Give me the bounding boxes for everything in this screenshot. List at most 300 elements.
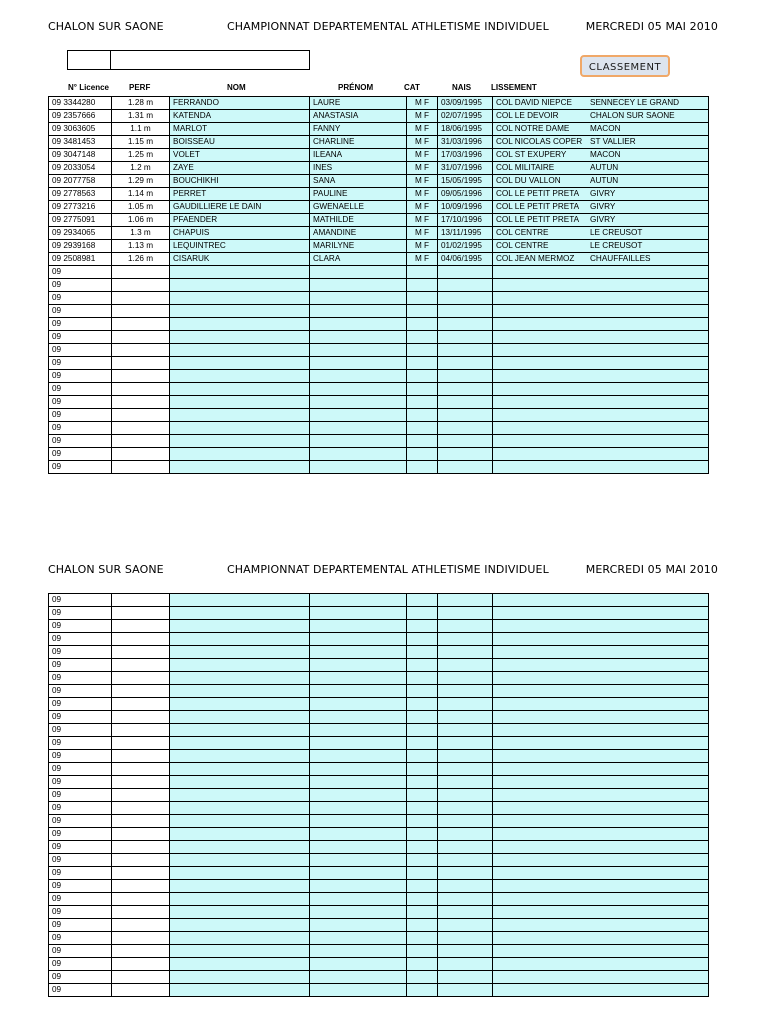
perf-cell[interactable] <box>112 802 170 815</box>
perf-cell[interactable] <box>112 435 170 448</box>
nom-cell[interactable] <box>170 620 310 633</box>
etablissement-cell[interactable] <box>493 828 709 841</box>
licence-cell[interactable]: 09 2778563 <box>49 188 112 201</box>
prenom-cell[interactable]: MATHILDE <box>310 214 407 227</box>
prenom-cell[interactable]: ANASTASIA <box>310 110 407 123</box>
etablissement-cell[interactable] <box>493 331 709 344</box>
perf-cell[interactable] <box>112 841 170 854</box>
nom-cell[interactable] <box>170 971 310 984</box>
nais-cell[interactable] <box>438 620 493 633</box>
nom-cell[interactable] <box>170 422 310 435</box>
perf-cell[interactable]: 1.28 m <box>112 97 170 110</box>
nais-cell[interactable] <box>438 594 493 607</box>
cat-cell[interactable]: M F <box>407 162 438 175</box>
perf-cell[interactable]: 1.13 m <box>112 240 170 253</box>
nom-cell[interactable] <box>170 370 310 383</box>
prenom-cell[interactable] <box>310 841 407 854</box>
entry-box[interactable] <box>67 50 310 70</box>
nom-cell[interactable] <box>170 607 310 620</box>
licence-cell[interactable]: 09 <box>49 633 112 646</box>
etablissement-cell[interactable] <box>493 815 709 828</box>
nais-cell[interactable] <box>438 867 493 880</box>
prenom-cell[interactable]: MARILYNE <box>310 240 407 253</box>
nom-cell[interactable]: CISARUK <box>170 253 310 266</box>
licence-cell[interactable]: 09 <box>49 672 112 685</box>
prenom-cell[interactable] <box>310 594 407 607</box>
licence-cell[interactable]: 09 2357666 <box>49 110 112 123</box>
prenom-cell[interactable] <box>310 906 407 919</box>
nais-cell[interactable] <box>438 357 493 370</box>
etablissement-cell[interactable] <box>493 659 709 672</box>
licence-cell[interactable]: 09 <box>49 828 112 841</box>
nais-cell[interactable] <box>438 906 493 919</box>
nom-cell[interactable] <box>170 893 310 906</box>
etablissement-cell[interactable] <box>493 763 709 776</box>
prenom-cell[interactable] <box>310 724 407 737</box>
nom-cell[interactable] <box>170 633 310 646</box>
nais-cell[interactable] <box>438 919 493 932</box>
perf-cell[interactable] <box>112 984 170 997</box>
etablissement-cell[interactable] <box>493 422 709 435</box>
prenom-cell[interactable] <box>310 422 407 435</box>
cat-cell[interactable] <box>407 594 438 607</box>
cat-cell[interactable] <box>407 698 438 711</box>
nais-cell[interactable]: 03/09/1995 <box>438 97 493 110</box>
cat-cell[interactable] <box>407 815 438 828</box>
licence-cell[interactable]: 09 <box>49 750 112 763</box>
etablissement-cell[interactable] <box>493 383 709 396</box>
perf-cell[interactable] <box>112 776 170 789</box>
etablissement-cell[interactable] <box>493 227 709 240</box>
prenom-cell[interactable] <box>310 633 407 646</box>
nom-cell[interactable] <box>170 724 310 737</box>
nom-cell[interactable] <box>170 698 310 711</box>
cat-cell[interactable] <box>407 919 438 932</box>
nom-cell[interactable] <box>170 266 310 279</box>
cat-cell[interactable] <box>407 448 438 461</box>
classement-button[interactable]: CLASSEMENT <box>580 55 670 77</box>
nom-cell[interactable]: BOUCHIKHI <box>170 175 310 188</box>
prenom-cell[interactable] <box>310 711 407 724</box>
etablissement-cell[interactable] <box>493 149 709 162</box>
prenom-cell[interactable] <box>310 607 407 620</box>
nais-cell[interactable] <box>438 698 493 711</box>
cat-cell[interactable] <box>407 776 438 789</box>
licence-cell[interactable]: 09 3481453 <box>49 136 112 149</box>
etablissement-cell[interactable] <box>493 711 709 724</box>
licence-cell[interactable]: 09 <box>49 396 112 409</box>
perf-cell[interactable] <box>112 279 170 292</box>
prenom-cell[interactable] <box>310 344 407 357</box>
nom-cell[interactable]: FERRANDO <box>170 97 310 110</box>
perf-cell[interactable] <box>112 633 170 646</box>
etablissement-cell[interactable] <box>493 984 709 997</box>
nom-cell[interactable] <box>170 854 310 867</box>
etablissement-cell[interactable] <box>493 214 709 227</box>
nom-cell[interactable] <box>170 750 310 763</box>
perf-cell[interactable] <box>112 409 170 422</box>
etablissement-cell[interactable] <box>493 633 709 646</box>
cat-cell[interactable] <box>407 279 438 292</box>
perf-cell[interactable]: 1.31 m <box>112 110 170 123</box>
etablissement-cell[interactable] <box>493 607 709 620</box>
licence-cell[interactable]: 09 <box>49 318 112 331</box>
prenom-cell[interactable] <box>310 383 407 396</box>
etablissement-cell[interactable] <box>493 292 709 305</box>
cat-cell[interactable] <box>407 724 438 737</box>
prenom-cell[interactable] <box>310 958 407 971</box>
perf-cell[interactable] <box>112 854 170 867</box>
nais-cell[interactable] <box>438 750 493 763</box>
etablissement-cell[interactable] <box>493 344 709 357</box>
cat-cell[interactable]: M F <box>407 188 438 201</box>
etablissement-cell[interactable] <box>493 750 709 763</box>
prenom-cell[interactable] <box>310 266 407 279</box>
licence-cell[interactable]: 09 <box>49 305 112 318</box>
etablissement-cell[interactable] <box>493 919 709 932</box>
etablissement-cell[interactable] <box>493 279 709 292</box>
etablissement-cell[interactable] <box>493 370 709 383</box>
perf-cell[interactable] <box>112 724 170 737</box>
nom-cell[interactable]: PERRET <box>170 188 310 201</box>
perf-cell[interactable]: 1.26 m <box>112 253 170 266</box>
cat-cell[interactable] <box>407 396 438 409</box>
perf-cell[interactable]: 1.2 m <box>112 162 170 175</box>
cat-cell[interactable]: M F <box>407 253 438 266</box>
prenom-cell[interactable] <box>310 461 407 474</box>
etablissement-cell[interactable] <box>493 266 709 279</box>
nom-cell[interactable] <box>170 828 310 841</box>
cat-cell[interactable] <box>407 383 438 396</box>
licence-cell[interactable]: 09 <box>49 841 112 854</box>
nom-cell[interactable]: VOLET <box>170 149 310 162</box>
perf-cell[interactable] <box>112 292 170 305</box>
etablissement-cell[interactable] <box>493 305 709 318</box>
perf-cell[interactable] <box>112 711 170 724</box>
etablissement-cell[interactable] <box>493 867 709 880</box>
prenom-cell[interactable]: CLARA <box>310 253 407 266</box>
prenom-cell[interactable] <box>310 292 407 305</box>
licence-cell[interactable]: 09 <box>49 620 112 633</box>
etablissement-cell[interactable] <box>493 906 709 919</box>
etablissement-cell[interactable] <box>493 594 709 607</box>
licence-cell[interactable]: 09 <box>49 607 112 620</box>
perf-cell[interactable]: 1.25 m <box>112 149 170 162</box>
licence-cell[interactable]: 09 <box>49 776 112 789</box>
etablissement-cell[interactable] <box>493 971 709 984</box>
licence-cell[interactable]: 09 <box>49 867 112 880</box>
licence-cell[interactable]: 09 3344280 <box>49 97 112 110</box>
nais-cell[interactable] <box>438 802 493 815</box>
perf-cell[interactable] <box>112 893 170 906</box>
cat-cell[interactable]: M F <box>407 214 438 227</box>
nom-cell[interactable] <box>170 331 310 344</box>
prenom-cell[interactable] <box>310 318 407 331</box>
prenom-cell[interactable]: GWENAELLE <box>310 201 407 214</box>
nais-cell[interactable]: 10/09/1996 <box>438 201 493 214</box>
prenom-cell[interactable] <box>310 435 407 448</box>
perf-cell[interactable] <box>112 828 170 841</box>
prenom-cell[interactable] <box>310 279 407 292</box>
perf-cell[interactable]: 1.15 m <box>112 136 170 149</box>
perf-cell[interactable] <box>112 396 170 409</box>
cat-cell[interactable]: M F <box>407 175 438 188</box>
nom-cell[interactable] <box>170 867 310 880</box>
nom-cell[interactable] <box>170 672 310 685</box>
licence-cell[interactable]: 09 <box>49 724 112 737</box>
nais-cell[interactable] <box>438 737 493 750</box>
prenom-cell[interactable] <box>310 776 407 789</box>
perf-cell[interactable] <box>112 971 170 984</box>
cat-cell[interactable] <box>407 422 438 435</box>
prenom-cell[interactable]: ILEANA <box>310 149 407 162</box>
perf-cell[interactable]: 1.29 m <box>112 175 170 188</box>
perf-cell[interactable] <box>112 370 170 383</box>
etablissement-cell[interactable] <box>493 945 709 958</box>
cat-cell[interactable] <box>407 828 438 841</box>
etablissement-cell[interactable] <box>493 737 709 750</box>
prenom-cell[interactable] <box>310 893 407 906</box>
licence-cell[interactable]: 09 <box>49 357 112 370</box>
prenom-cell[interactable] <box>310 802 407 815</box>
nais-cell[interactable] <box>438 659 493 672</box>
prenom-cell[interactable] <box>310 331 407 344</box>
prenom-cell[interactable]: SANA <box>310 175 407 188</box>
prenom-cell[interactable] <box>310 685 407 698</box>
cat-cell[interactable] <box>407 370 438 383</box>
prenom-cell[interactable] <box>310 305 407 318</box>
licence-cell[interactable]: 09 <box>49 685 112 698</box>
nais-cell[interactable] <box>438 344 493 357</box>
prenom-cell[interactable] <box>310 672 407 685</box>
nom-cell[interactable] <box>170 357 310 370</box>
perf-cell[interactable]: 1.14 m <box>112 188 170 201</box>
cat-cell[interactable]: M F <box>407 149 438 162</box>
licence-cell[interactable]: 09 <box>49 698 112 711</box>
cat-cell[interactable]: M F <box>407 136 438 149</box>
etablissement-cell[interactable] <box>493 789 709 802</box>
perf-cell[interactable] <box>112 461 170 474</box>
perf-cell[interactable] <box>112 867 170 880</box>
licence-cell[interactable]: 09 <box>49 266 112 279</box>
cat-cell[interactable] <box>407 945 438 958</box>
perf-cell[interactable] <box>112 344 170 357</box>
licence-cell[interactable]: 09 <box>49 370 112 383</box>
nais-cell[interactable]: 13/11/1995 <box>438 227 493 240</box>
nais-cell[interactable]: 02/07/1995 <box>438 110 493 123</box>
prenom-cell[interactable] <box>310 984 407 997</box>
etablissement-cell[interactable] <box>493 880 709 893</box>
prenom-cell[interactable] <box>310 698 407 711</box>
perf-cell[interactable] <box>112 357 170 370</box>
etablissement-cell[interactable] <box>493 97 709 110</box>
cat-cell[interactable] <box>407 763 438 776</box>
nom-cell[interactable] <box>170 802 310 815</box>
perf-cell[interactable] <box>112 685 170 698</box>
nais-cell[interactable] <box>438 279 493 292</box>
nais-cell[interactable] <box>438 331 493 344</box>
cat-cell[interactable] <box>407 750 438 763</box>
nais-cell[interactable] <box>438 422 493 435</box>
perf-cell[interactable] <box>112 815 170 828</box>
prenom-cell[interactable] <box>310 409 407 422</box>
nais-cell[interactable] <box>438 292 493 305</box>
etablissement-cell[interactable] <box>493 253 709 266</box>
prenom-cell[interactable] <box>310 646 407 659</box>
licence-cell[interactable]: 09 2033054 <box>49 162 112 175</box>
nais-cell[interactable] <box>438 370 493 383</box>
nais-cell[interactable]: 31/07/1996 <box>438 162 493 175</box>
etablissement-cell[interactable] <box>493 672 709 685</box>
cat-cell[interactable] <box>407 646 438 659</box>
nom-cell[interactable] <box>170 789 310 802</box>
cat-cell[interactable] <box>407 266 438 279</box>
licence-cell[interactable]: 09 <box>49 344 112 357</box>
etablissement-cell[interactable] <box>493 646 709 659</box>
perf-cell[interactable] <box>112 945 170 958</box>
prenom-cell[interactable]: AMANDINE <box>310 227 407 240</box>
licence-cell[interactable]: 09 <box>49 789 112 802</box>
nom-cell[interactable]: ZAYE <box>170 162 310 175</box>
etablissement-cell[interactable] <box>493 396 709 409</box>
nais-cell[interactable] <box>438 711 493 724</box>
nais-cell[interactable] <box>438 776 493 789</box>
licence-cell[interactable]: 09 <box>49 409 112 422</box>
nais-cell[interactable] <box>438 672 493 685</box>
nais-cell[interactable]: 15/05/1995 <box>438 175 493 188</box>
nom-cell[interactable] <box>170 318 310 331</box>
nom-cell[interactable] <box>170 305 310 318</box>
licence-cell[interactable]: 09 <box>49 331 112 344</box>
licence-cell[interactable]: 09 3047148 <box>49 149 112 162</box>
nais-cell[interactable] <box>438 958 493 971</box>
cat-cell[interactable] <box>407 789 438 802</box>
nom-cell[interactable] <box>170 396 310 409</box>
nom-cell[interactable]: LEQUINTREC <box>170 240 310 253</box>
nais-cell[interactable] <box>438 893 493 906</box>
cat-cell[interactable] <box>407 409 438 422</box>
nom-cell[interactable] <box>170 435 310 448</box>
licence-cell[interactable]: 09 2934065 <box>49 227 112 240</box>
nais-cell[interactable] <box>438 318 493 331</box>
etablissement-cell[interactable] <box>493 932 709 945</box>
etablissement-cell[interactable] <box>493 802 709 815</box>
perf-cell[interactable] <box>112 318 170 331</box>
licence-cell[interactable]: 09 <box>49 435 112 448</box>
licence-cell[interactable]: 09 <box>49 919 112 932</box>
cat-cell[interactable] <box>407 633 438 646</box>
prenom-cell[interactable] <box>310 396 407 409</box>
perf-cell[interactable]: 1.06 m <box>112 214 170 227</box>
cat-cell[interactable] <box>407 461 438 474</box>
etablissement-cell[interactable] <box>493 123 709 136</box>
etablissement-cell[interactable] <box>493 357 709 370</box>
nais-cell[interactable] <box>438 383 493 396</box>
etablissement-cell[interactable] <box>493 201 709 214</box>
licence-cell[interactable]: 09 2939168 <box>49 240 112 253</box>
perf-cell[interactable] <box>112 750 170 763</box>
etablissement-cell[interactable] <box>493 893 709 906</box>
nom-cell[interactable] <box>170 737 310 750</box>
licence-cell[interactable]: 09 <box>49 945 112 958</box>
nais-cell[interactable]: 17/10/1996 <box>438 214 493 227</box>
perf-cell[interactable] <box>112 932 170 945</box>
nais-cell[interactable]: 17/03/1996 <box>438 149 493 162</box>
prenom-cell[interactable] <box>310 945 407 958</box>
etablissement-cell[interactable] <box>493 162 709 175</box>
prenom-cell[interactable]: INES <box>310 162 407 175</box>
licence-cell[interactable]: 09 <box>49 880 112 893</box>
nom-cell[interactable] <box>170 409 310 422</box>
nom-cell[interactable] <box>170 841 310 854</box>
nom-cell[interactable]: KATENDA <box>170 110 310 123</box>
nom-cell[interactable] <box>170 659 310 672</box>
cat-cell[interactable] <box>407 932 438 945</box>
nom-cell[interactable] <box>170 880 310 893</box>
prenom-cell[interactable] <box>310 880 407 893</box>
nais-cell[interactable] <box>438 945 493 958</box>
nais-cell[interactable] <box>438 841 493 854</box>
nom-cell[interactable]: CHAPUIS <box>170 227 310 240</box>
perf-cell[interactable] <box>112 448 170 461</box>
cat-cell[interactable]: M F <box>407 201 438 214</box>
etablissement-cell[interactable] <box>493 448 709 461</box>
perf-cell[interactable] <box>112 789 170 802</box>
nom-cell[interactable]: GAUDILLIERE LE DAIN <box>170 201 310 214</box>
etablissement-cell[interactable] <box>493 240 709 253</box>
etablissement-cell[interactable] <box>493 854 709 867</box>
etablissement-cell[interactable] <box>493 776 709 789</box>
etablissement-cell[interactable] <box>493 188 709 201</box>
nais-cell[interactable] <box>438 305 493 318</box>
perf-cell[interactable]: 1.3 m <box>112 227 170 240</box>
nais-cell[interactable] <box>438 685 493 698</box>
perf-cell[interactable] <box>112 698 170 711</box>
perf-cell[interactable] <box>112 737 170 750</box>
cat-cell[interactable] <box>407 305 438 318</box>
cat-cell[interactable] <box>407 318 438 331</box>
perf-cell[interactable] <box>112 672 170 685</box>
nais-cell[interactable] <box>438 984 493 997</box>
cat-cell[interactable]: M F <box>407 123 438 136</box>
licence-cell[interactable]: 09 <box>49 984 112 997</box>
cat-cell[interactable] <box>407 737 438 750</box>
cat-cell[interactable]: M F <box>407 240 438 253</box>
prenom-cell[interactable]: LAURE <box>310 97 407 110</box>
prenom-cell[interactable] <box>310 919 407 932</box>
nais-cell[interactable] <box>438 396 493 409</box>
licence-cell[interactable]: 09 <box>49 659 112 672</box>
perf-cell[interactable] <box>112 266 170 279</box>
licence-cell[interactable]: 09 2508981 <box>49 253 112 266</box>
nom-cell[interactable] <box>170 383 310 396</box>
nom-cell[interactable] <box>170 763 310 776</box>
nom-cell[interactable] <box>170 815 310 828</box>
nais-cell[interactable] <box>438 815 493 828</box>
cat-cell[interactable]: M F <box>407 227 438 240</box>
cat-cell[interactable] <box>407 607 438 620</box>
licence-cell[interactable]: 09 <box>49 763 112 776</box>
cat-cell[interactable] <box>407 867 438 880</box>
perf-cell[interactable] <box>112 919 170 932</box>
perf-cell[interactable] <box>112 383 170 396</box>
prenom-cell[interactable]: PAULINE <box>310 188 407 201</box>
nais-cell[interactable] <box>438 828 493 841</box>
licence-cell[interactable]: 09 <box>49 906 112 919</box>
nais-cell[interactable] <box>438 633 493 646</box>
prenom-cell[interactable] <box>310 659 407 672</box>
licence-cell[interactable]: 09 <box>49 279 112 292</box>
